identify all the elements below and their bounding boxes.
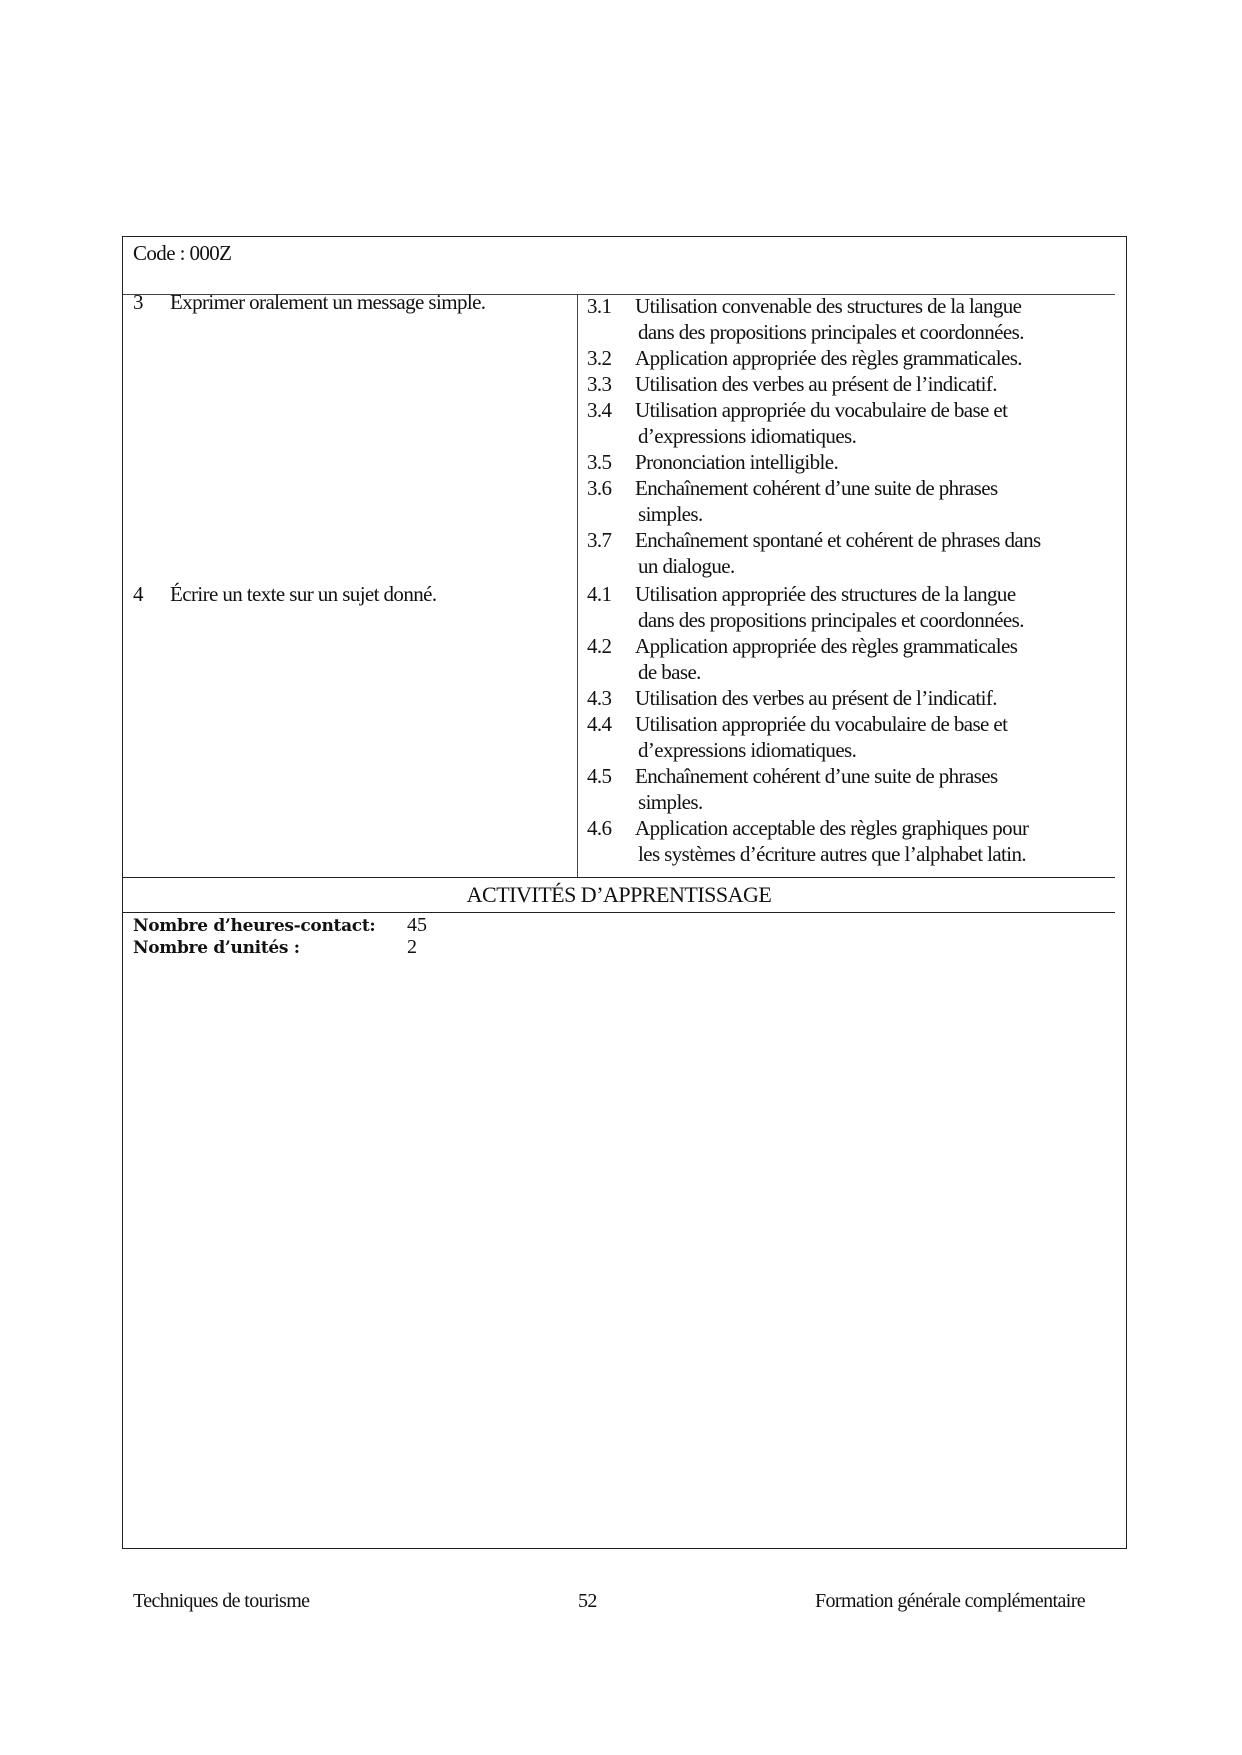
criterion-item [587,815,1122,867]
criterion-number: 3.6 [587,476,612,500]
objective-4 [133,582,437,607]
criterion-text: Prononciation intelligible. [635,450,839,474]
objective-text: Exprimer oralement un message simple. [170,290,486,314]
divider [123,912,1115,913]
criterion-text: Utilisation convenable des structures de la langue [635,294,1022,318]
criterion-item [587,475,1122,527]
criterion-number: 3.7 [587,528,612,552]
page-number: 52 [578,1590,597,1612]
criterion-number: 4.6 [587,816,612,840]
objective-text: Écrire un texte sur un sujet donné. [170,582,437,606]
criterion-item [587,293,1122,345]
criterion-item [587,397,1122,449]
criterion-text: Utilisation des verbes au présent de l’indicatif. [635,686,997,710]
objective-number: 4 [133,582,143,606]
criterion-number: 3.1 [587,294,612,318]
criterion-item [587,581,1122,633]
units-value: 2 [407,936,417,958]
criterion-text: Utilisation appropriée du vocabulaire de base et [635,712,1008,736]
criterion-item [587,633,1122,685]
footer-right: Formation générale complémentaire [815,1590,1086,1612]
criterion-text: d’expressions idiomatiques. [638,424,857,448]
criterion-text: dans des propositions principales et coordonnées. [638,320,1024,344]
column-divider [577,294,578,878]
criterion-text: d’expressions idiomatiques. [638,738,857,762]
course-code: Code : 000Z [133,241,232,265]
competency-frame [122,236,1127,1549]
criterion-number: 3.5 [587,450,612,474]
criterion-text: Enchaînement cohérent d’une suite de phrases [635,764,998,788]
footer-left: Techniques de tourisme [133,1590,310,1612]
criterion-item [587,685,1122,711]
criterion-number: 4.1 [587,582,612,606]
criterion-text: de base. [638,660,701,684]
criterion-text: Utilisation appropriée du vocabulaire de base et [635,398,1008,422]
criterion-item [587,763,1122,815]
criterion-text: Application appropriée des règles grammaticales. [635,346,1022,370]
criteria-list-4 [587,581,1122,867]
hours-label: Nombre d’heures-contact: [133,916,376,936]
criterion-item [587,371,1122,397]
criterion-text: Utilisation appropriée des structures de la langue [635,582,1016,606]
criterion-text: un dialogue. [638,554,735,578]
criterion-number: 4.2 [587,634,612,658]
hours-value: 45 [407,914,427,936]
criterion-item [587,711,1122,763]
units-label: Nombre d’unités : [133,938,300,958]
criterion-text: simples. [638,502,703,526]
criterion-text: Enchaînement cohérent d’une suite de phrases [635,476,998,500]
criterion-text: les systèmes d’écriture autres que l’alphabet latin. [638,842,1027,866]
criteria-list-3 [587,293,1122,579]
criterion-text: dans des propositions principales et coordonnées. [638,608,1024,632]
criterion-text: Application acceptable des règles graphiques pour [635,816,1029,840]
criterion-text: Utilisation des verbes au présent de l’indicatif. [635,372,997,396]
objective-number: 3 [133,290,143,314]
criterion-text: Application appropriée des règles grammaticales [635,634,1018,658]
criterion-item [587,345,1122,371]
criterion-number: 4.3 [587,686,612,710]
criterion-item [587,449,1122,475]
criterion-number: 3.4 [587,398,612,422]
criterion-item [587,527,1122,579]
divider [123,877,1115,878]
objective-3 [133,290,485,315]
criterion-number: 3.3 [587,372,612,396]
activities-title: ACTIVITÉS D’APPRENTISSAGE [466,882,772,907]
criterion-number: 4.5 [587,764,612,788]
criterion-number: 3.2 [587,346,612,370]
criterion-number: 4.4 [587,712,612,736]
criterion-text: Enchaînement spontané et cohérent de phrases dans [635,528,1041,552]
criterion-text: simples. [638,790,703,814]
